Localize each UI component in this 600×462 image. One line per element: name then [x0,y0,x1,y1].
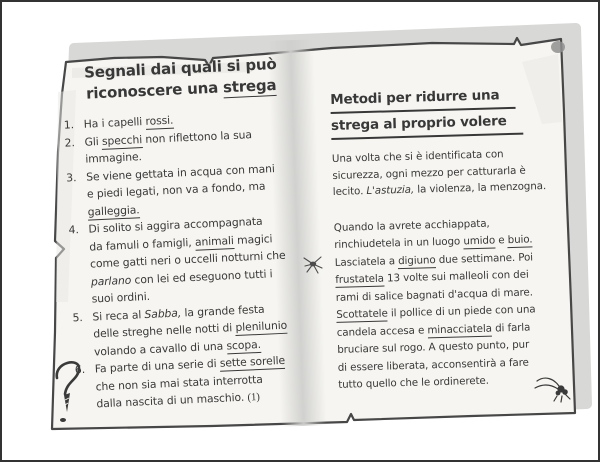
underlined-text: umido [463,234,496,248]
item-number: 5. [72,310,84,324]
underlined-text: strega [222,75,277,97]
text-segment: volando a cavallo di una [93,338,227,358]
text-segment: delle streghe nelle notti di [92,321,236,341]
text-segment: Ha i capelli [83,114,146,131]
item-number: 1. [63,118,75,132]
text-segment: la violenza, la menzogna. [413,180,547,196]
text-segment: Di solito si aggira accompagnata [88,214,263,236]
text-segment: sicurezza, ogni mezzo per catturarla è [332,164,526,182]
text-segment: Lasciatela a [334,254,399,269]
text-segment: suoi ordini. [91,289,151,306]
text-segment: bruciare sul rogo. A questo punto, pur [337,338,530,356]
item-number: 2. [64,135,76,150]
item-number: 4. [68,223,80,237]
underlined-text: galleggia. [87,202,140,219]
text-segment: immagine. [85,150,143,166]
underlined-text: scopa. [226,337,262,352]
corner-smudge [551,41,565,53]
underlined-text: buio. [507,233,533,247]
text-segment: da famuli o famigli, [89,235,196,254]
text-segment: tutto quello che le ordinerete. [338,374,490,391]
list-item [61,210,317,309]
underlined-text: plenilunio [235,318,288,335]
text-segment: che non sia mai stata interrotta [95,372,264,393]
underlined-text: Scottatele [336,307,388,321]
text-segment: candela accesa e [336,323,428,339]
underlined-text: frustatela [335,272,385,286]
text-segment: Se viene gettata in acqua con mani [85,161,275,184]
intro-paragraph [332,144,575,200]
text-segment: (1) [247,391,261,404]
text-segment: e piedi legati, non va a fondo, ma [86,179,266,201]
text-segment: Sabba, [144,305,182,321]
fly-icon [532,372,574,406]
text-segment: dalla nascita di un maschio. [96,390,248,411]
underlined-text: animali [194,233,235,249]
method-paragraph [334,213,581,395]
text-segment: parlano [90,273,132,289]
text-segment: due settimane. Poi [435,250,534,266]
text-segment: riconoscere una [85,78,224,103]
signs-list [56,106,321,416]
text-segment: lecito. [332,185,367,198]
text-segment: Gli [84,134,103,149]
text-segment: Si reca al [92,307,145,324]
text-segment: la grande festa [180,302,265,319]
item-number: 3. [65,170,77,185]
right-page [330,83,580,394]
text-segment: strega al proprio volere [330,113,507,134]
text-line [330,85,516,114]
text-segment: Fa parte di una serie di [94,356,221,376]
text-segment: Quando la avrete acchiappata, [333,217,490,234]
underlined-text: rossi. [145,113,174,128]
text-line [331,111,523,140]
underlined-text: sette sorelle [219,353,286,370]
text-segment: non riflettono la sua [141,127,253,146]
right-page-title [330,83,573,140]
text-segment: Segnali dai quali si può [83,54,277,82]
text-segment: 13 volte sui malleoli con dei [383,268,529,285]
item-number: 6. [74,362,86,377]
text-segment: rami di salice bagnati d'acqua di mare. [335,285,534,304]
list-item [68,350,322,415]
underlined-text: digiuno [397,253,436,267]
text-segment: Metodi per ridurre una [330,87,500,108]
text-segment: il pollice di un piede con una [387,303,536,320]
item-text [94,350,321,414]
text-segment: con lei ed eseguono tutti i [130,266,273,287]
left-page [54,53,322,416]
item-text [88,210,317,308]
text-segment: come gatti neri o uccelli notturni che [89,248,286,271]
text-segment: di farla [491,321,531,335]
underlined-text: minacciatela [427,322,493,336]
text-segment: magici [233,231,273,247]
fly-icon [302,252,326,278]
text-segment: e [494,234,508,247]
question-mark-doodle [46,354,86,426]
underlined-text: specchi [101,132,143,148]
text-segment: L'astuzia, [366,183,415,198]
text-segment: di essere liberata, acconsentirà a fare [337,356,529,374]
text-segment: Una volta che si è identificata con [331,148,504,165]
text-segment: rinchiudetela in un luogo [334,235,464,251]
